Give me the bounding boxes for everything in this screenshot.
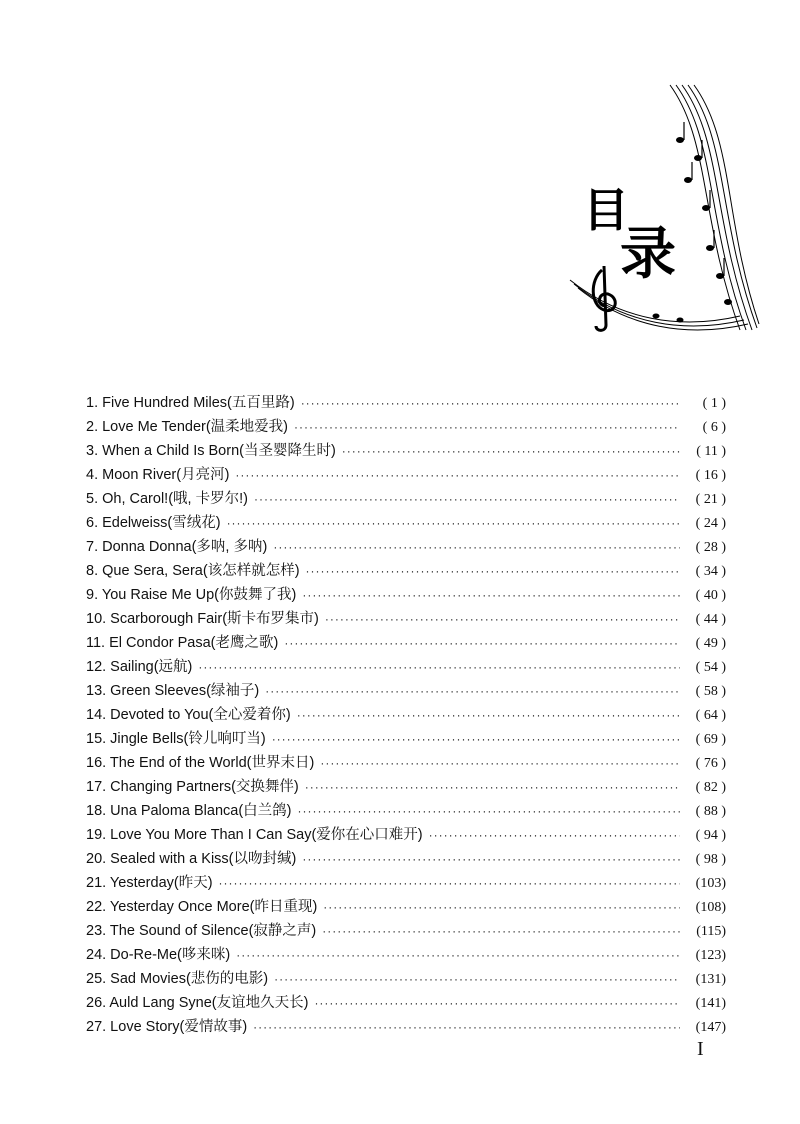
dot-leader bbox=[274, 972, 680, 986]
toc-entry[interactable] bbox=[86, 943, 726, 967]
toc-entry[interactable] bbox=[86, 607, 726, 631]
toc-entry[interactable] bbox=[86, 631, 726, 655]
entry-title: 11. El Condor Pasa(老鹰之歌) bbox=[86, 635, 279, 651]
page-number: ( 98 ) bbox=[695, 852, 726, 867]
toc-entry[interactable] bbox=[86, 871, 726, 895]
entry-title: 6. Edelweiss(雪绒花) bbox=[86, 515, 221, 531]
entry-title: 17. Changing Partners(交换舞伴) bbox=[86, 779, 299, 795]
table-of-contents bbox=[86, 391, 726, 1039]
page-number: ( 28 ) bbox=[695, 540, 726, 555]
toc-entry[interactable] bbox=[86, 679, 726, 703]
toc-entry[interactable] bbox=[86, 991, 726, 1015]
page-number: ( 11 ) bbox=[696, 444, 726, 459]
dot-leader bbox=[429, 828, 680, 842]
toc-entry[interactable] bbox=[86, 439, 726, 463]
entry-title: 8. Que Sera, Sera(该怎样就怎样) bbox=[86, 563, 300, 579]
dot-leader bbox=[254, 492, 680, 506]
page-number: ( 21 ) bbox=[695, 492, 726, 507]
toc-entry[interactable] bbox=[86, 751, 726, 775]
entry-title: 12. Sailing(远航) bbox=[86, 659, 193, 675]
toc-entry[interactable] bbox=[86, 727, 726, 751]
toc-entry[interactable] bbox=[86, 511, 726, 535]
dot-leader bbox=[294, 420, 680, 434]
page-number: ( 1 ) bbox=[702, 396, 726, 411]
toc-entry[interactable] bbox=[86, 463, 726, 487]
dot-leader bbox=[305, 780, 680, 794]
entry-title: 3. When a Child Is Born(当圣婴降生时) bbox=[86, 443, 336, 459]
dot-leader bbox=[284, 636, 680, 650]
dot-leader bbox=[236, 948, 680, 962]
toc-entry[interactable] bbox=[86, 487, 726, 511]
entry-title: 4. Moon River(月亮河) bbox=[86, 467, 230, 483]
dot-leader bbox=[273, 540, 680, 554]
page-number: (115) bbox=[696, 924, 726, 939]
dot-leader bbox=[265, 684, 680, 698]
page-number: ( 76 ) bbox=[695, 756, 726, 771]
page-number: ( 34 ) bbox=[695, 564, 726, 579]
page-number: ( 24 ) bbox=[695, 516, 726, 531]
dot-leader bbox=[322, 924, 680, 938]
dot-leader bbox=[306, 564, 680, 578]
toc-entry[interactable] bbox=[86, 415, 726, 439]
page-number: ( 49 ) bbox=[695, 636, 726, 651]
entry-title: 21. Yesterday(昨天) bbox=[86, 875, 213, 891]
entry-title: 27. Love Story(爱情故事) bbox=[86, 1019, 248, 1035]
page-number: ( 82 ) bbox=[695, 780, 726, 795]
page-number: ( 16 ) bbox=[695, 468, 726, 483]
dot-leader bbox=[342, 444, 680, 458]
dot-leader bbox=[198, 660, 680, 674]
entry-title: 19. Love You More Than I Can Say(爱你在心口难开) bbox=[86, 827, 423, 843]
dot-leader bbox=[323, 900, 680, 914]
toc-heading-char-1: 目 bbox=[583, 183, 629, 237]
entry-title: 26. Auld Lang Syne(友谊地久天长) bbox=[86, 995, 309, 1011]
page-number: ( 69 ) bbox=[695, 732, 726, 747]
entry-title: 14. Devoted to You(全心爱着你) bbox=[86, 707, 291, 723]
entry-title: 23. The Sound of Silence(寂静之声) bbox=[86, 923, 317, 939]
entry-title: 10. Scarborough Fair(斯卡布罗集市) bbox=[86, 611, 319, 627]
toc-entry[interactable] bbox=[86, 847, 726, 871]
dot-leader bbox=[314, 996, 680, 1010]
entry-title: 2. Love Me Tender(温柔地爱我) bbox=[86, 419, 288, 435]
toc-entry[interactable] bbox=[86, 895, 726, 919]
dot-leader bbox=[325, 612, 680, 626]
entry-title: 24. Do-Re-Me(哆来咪) bbox=[86, 947, 231, 963]
page-number: (123) bbox=[695, 948, 726, 963]
toc-entry[interactable] bbox=[86, 799, 726, 823]
page-number: (131) bbox=[695, 972, 726, 987]
toc-entry[interactable] bbox=[86, 391, 726, 415]
page-number: ( 6 ) bbox=[702, 420, 726, 435]
dot-leader bbox=[302, 852, 680, 866]
entry-title: 20. Sealed with a Kiss(以吻封缄) bbox=[86, 851, 297, 867]
toc-entry[interactable] bbox=[86, 919, 726, 943]
page-number: (147) bbox=[695, 1020, 726, 1035]
dot-leader bbox=[235, 468, 680, 482]
page-number: ( 40 ) bbox=[695, 588, 726, 603]
page-number: ( 94 ) bbox=[695, 828, 726, 843]
toc-entry[interactable] bbox=[86, 703, 726, 727]
entry-title: 18. Una Paloma Blanca(白兰鸽) bbox=[86, 803, 292, 819]
toc-entry[interactable] bbox=[86, 1015, 726, 1039]
dot-leader bbox=[298, 804, 681, 818]
entry-title: 25. Sad Movies(悲伤的电影) bbox=[86, 971, 269, 987]
entry-title: 5. Oh, Carol!(哦, 卡罗尔!) bbox=[86, 491, 248, 507]
entry-title: 7. Donna Donna(多呐, 多呐) bbox=[86, 539, 268, 555]
dot-leader bbox=[301, 396, 680, 410]
page-number: (103) bbox=[695, 876, 726, 891]
page-number: (141) bbox=[695, 996, 726, 1011]
entry-title: 16. The End of the World(世界末日) bbox=[86, 755, 315, 771]
dot-leader bbox=[302, 588, 680, 602]
dot-leader bbox=[253, 1020, 680, 1034]
entry-title: 9. You Raise Me Up(你鼓舞了我) bbox=[86, 587, 297, 603]
toc-entry[interactable] bbox=[86, 823, 726, 847]
dot-leader bbox=[227, 516, 680, 530]
entry-title: 1. Five Hundred Miles(五百里路) bbox=[86, 395, 295, 411]
toc-entry[interactable] bbox=[86, 583, 726, 607]
toc-entry[interactable] bbox=[86, 559, 726, 583]
page-number: ( 54 ) bbox=[695, 660, 726, 675]
entry-title: 15. Jingle Bells(铃儿响叮当) bbox=[86, 731, 266, 747]
toc-entry[interactable] bbox=[86, 775, 726, 799]
dot-leader bbox=[219, 876, 680, 890]
entry-title: 13. Green Sleeves(绿袖子) bbox=[86, 683, 260, 699]
page-number: ( 58 ) bbox=[695, 684, 726, 699]
page-number: (108) bbox=[695, 900, 726, 915]
dot-leader bbox=[320, 756, 680, 770]
toc-heading-char-2: 录 bbox=[620, 221, 676, 287]
page-number: ( 64 ) bbox=[695, 708, 726, 723]
toc-entry[interactable] bbox=[86, 535, 726, 559]
page-number: ( 44 ) bbox=[695, 612, 726, 627]
page-number: ( 88 ) bbox=[695, 804, 726, 819]
entry-title: 22. Yesterday Once More(昨日重现) bbox=[86, 899, 318, 915]
page-folio: I bbox=[697, 1038, 704, 1060]
dot-leader bbox=[297, 708, 680, 722]
dot-leader bbox=[272, 732, 680, 746]
toc-entry[interactable] bbox=[86, 967, 726, 991]
toc-entry[interactable] bbox=[86, 655, 726, 679]
